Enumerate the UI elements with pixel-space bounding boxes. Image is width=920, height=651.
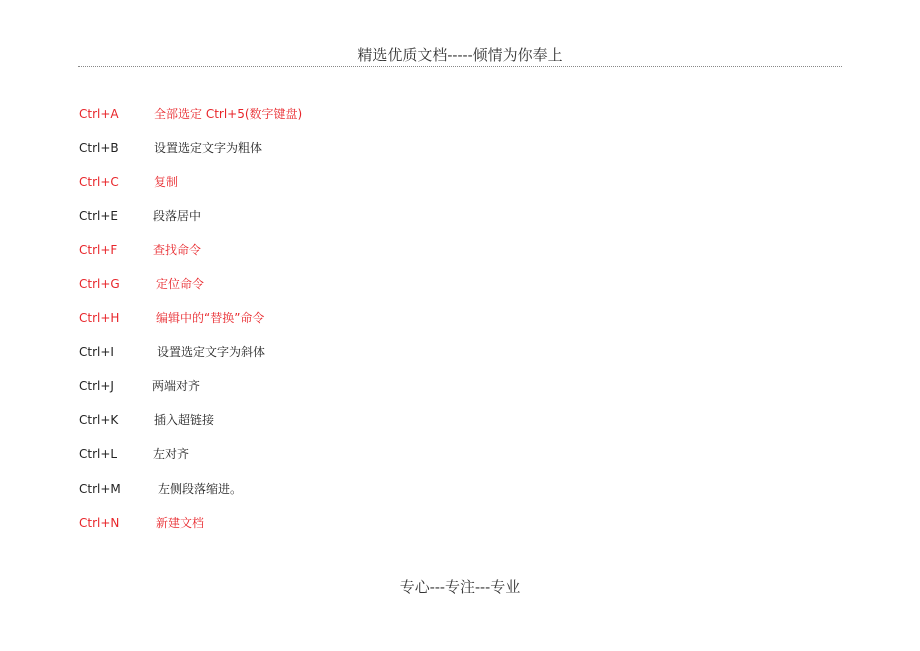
shortcut-key: Ctrl+M bbox=[79, 482, 121, 496]
page-footer: 专心---专注---专业 bbox=[399, 578, 521, 596]
shortcut-description: 插入超链接 bbox=[154, 413, 215, 427]
shortcut-row bbox=[0, 513, 920, 533]
shortcut-description: 全部选定 Ctrl+5(数字键盘) bbox=[154, 107, 303, 121]
shortcut-description: 查找命令 bbox=[153, 243, 202, 257]
shortcut-description: 段落居中 bbox=[153, 209, 202, 223]
shortcut-description: 两端对齐 bbox=[152, 379, 201, 393]
shortcut-key: Ctrl+C bbox=[79, 175, 119, 189]
shortcut-description: 复制 bbox=[154, 175, 179, 189]
shortcut-description: 定位命令 bbox=[156, 277, 205, 291]
shortcut-row bbox=[0, 308, 920, 328]
shortcut-description: 设置选定文字为斜体 bbox=[157, 345, 266, 359]
shortcut-key: Ctrl+I bbox=[79, 345, 114, 359]
shortcut-row bbox=[0, 376, 920, 396]
shortcut-description: 新建文档 bbox=[156, 516, 205, 530]
shortcut-row bbox=[0, 206, 920, 226]
shortcut-row bbox=[0, 410, 920, 430]
shortcut-key: Ctrl+A bbox=[79, 107, 119, 121]
shortcut-row bbox=[0, 444, 920, 464]
shortcut-row bbox=[0, 240, 920, 260]
shortcut-description: 编辑中的“替换”命令 bbox=[156, 311, 265, 325]
shortcut-description: 左对齐 bbox=[153, 447, 190, 461]
shortcut-key: Ctrl+B bbox=[79, 141, 119, 155]
shortcut-key: Ctrl+L bbox=[79, 447, 118, 461]
page-header: 精选优质文档-----倾情为你奉上 bbox=[357, 46, 563, 64]
shortcut-key: Ctrl+K bbox=[79, 413, 119, 427]
shortcut-description: 设置选定文字为粗体 bbox=[154, 141, 263, 155]
shortcut-key: Ctrl+H bbox=[79, 311, 120, 325]
shortcut-key: Ctrl+N bbox=[79, 516, 120, 530]
shortcut-key: Ctrl+E bbox=[79, 209, 118, 223]
shortcut-row bbox=[0, 342, 920, 362]
shortcut-row bbox=[0, 138, 920, 158]
shortcut-key: Ctrl+F bbox=[79, 243, 118, 257]
shortcut-description: 左侧段落缩进。 bbox=[158, 482, 243, 496]
shortcut-row bbox=[0, 274, 920, 294]
shortcut-row bbox=[0, 104, 920, 124]
shortcut-key: Ctrl+G bbox=[79, 277, 120, 291]
shortcut-key: Ctrl+J bbox=[79, 379, 114, 393]
shortcut-row bbox=[0, 172, 920, 192]
shortcut-row bbox=[0, 479, 920, 499]
